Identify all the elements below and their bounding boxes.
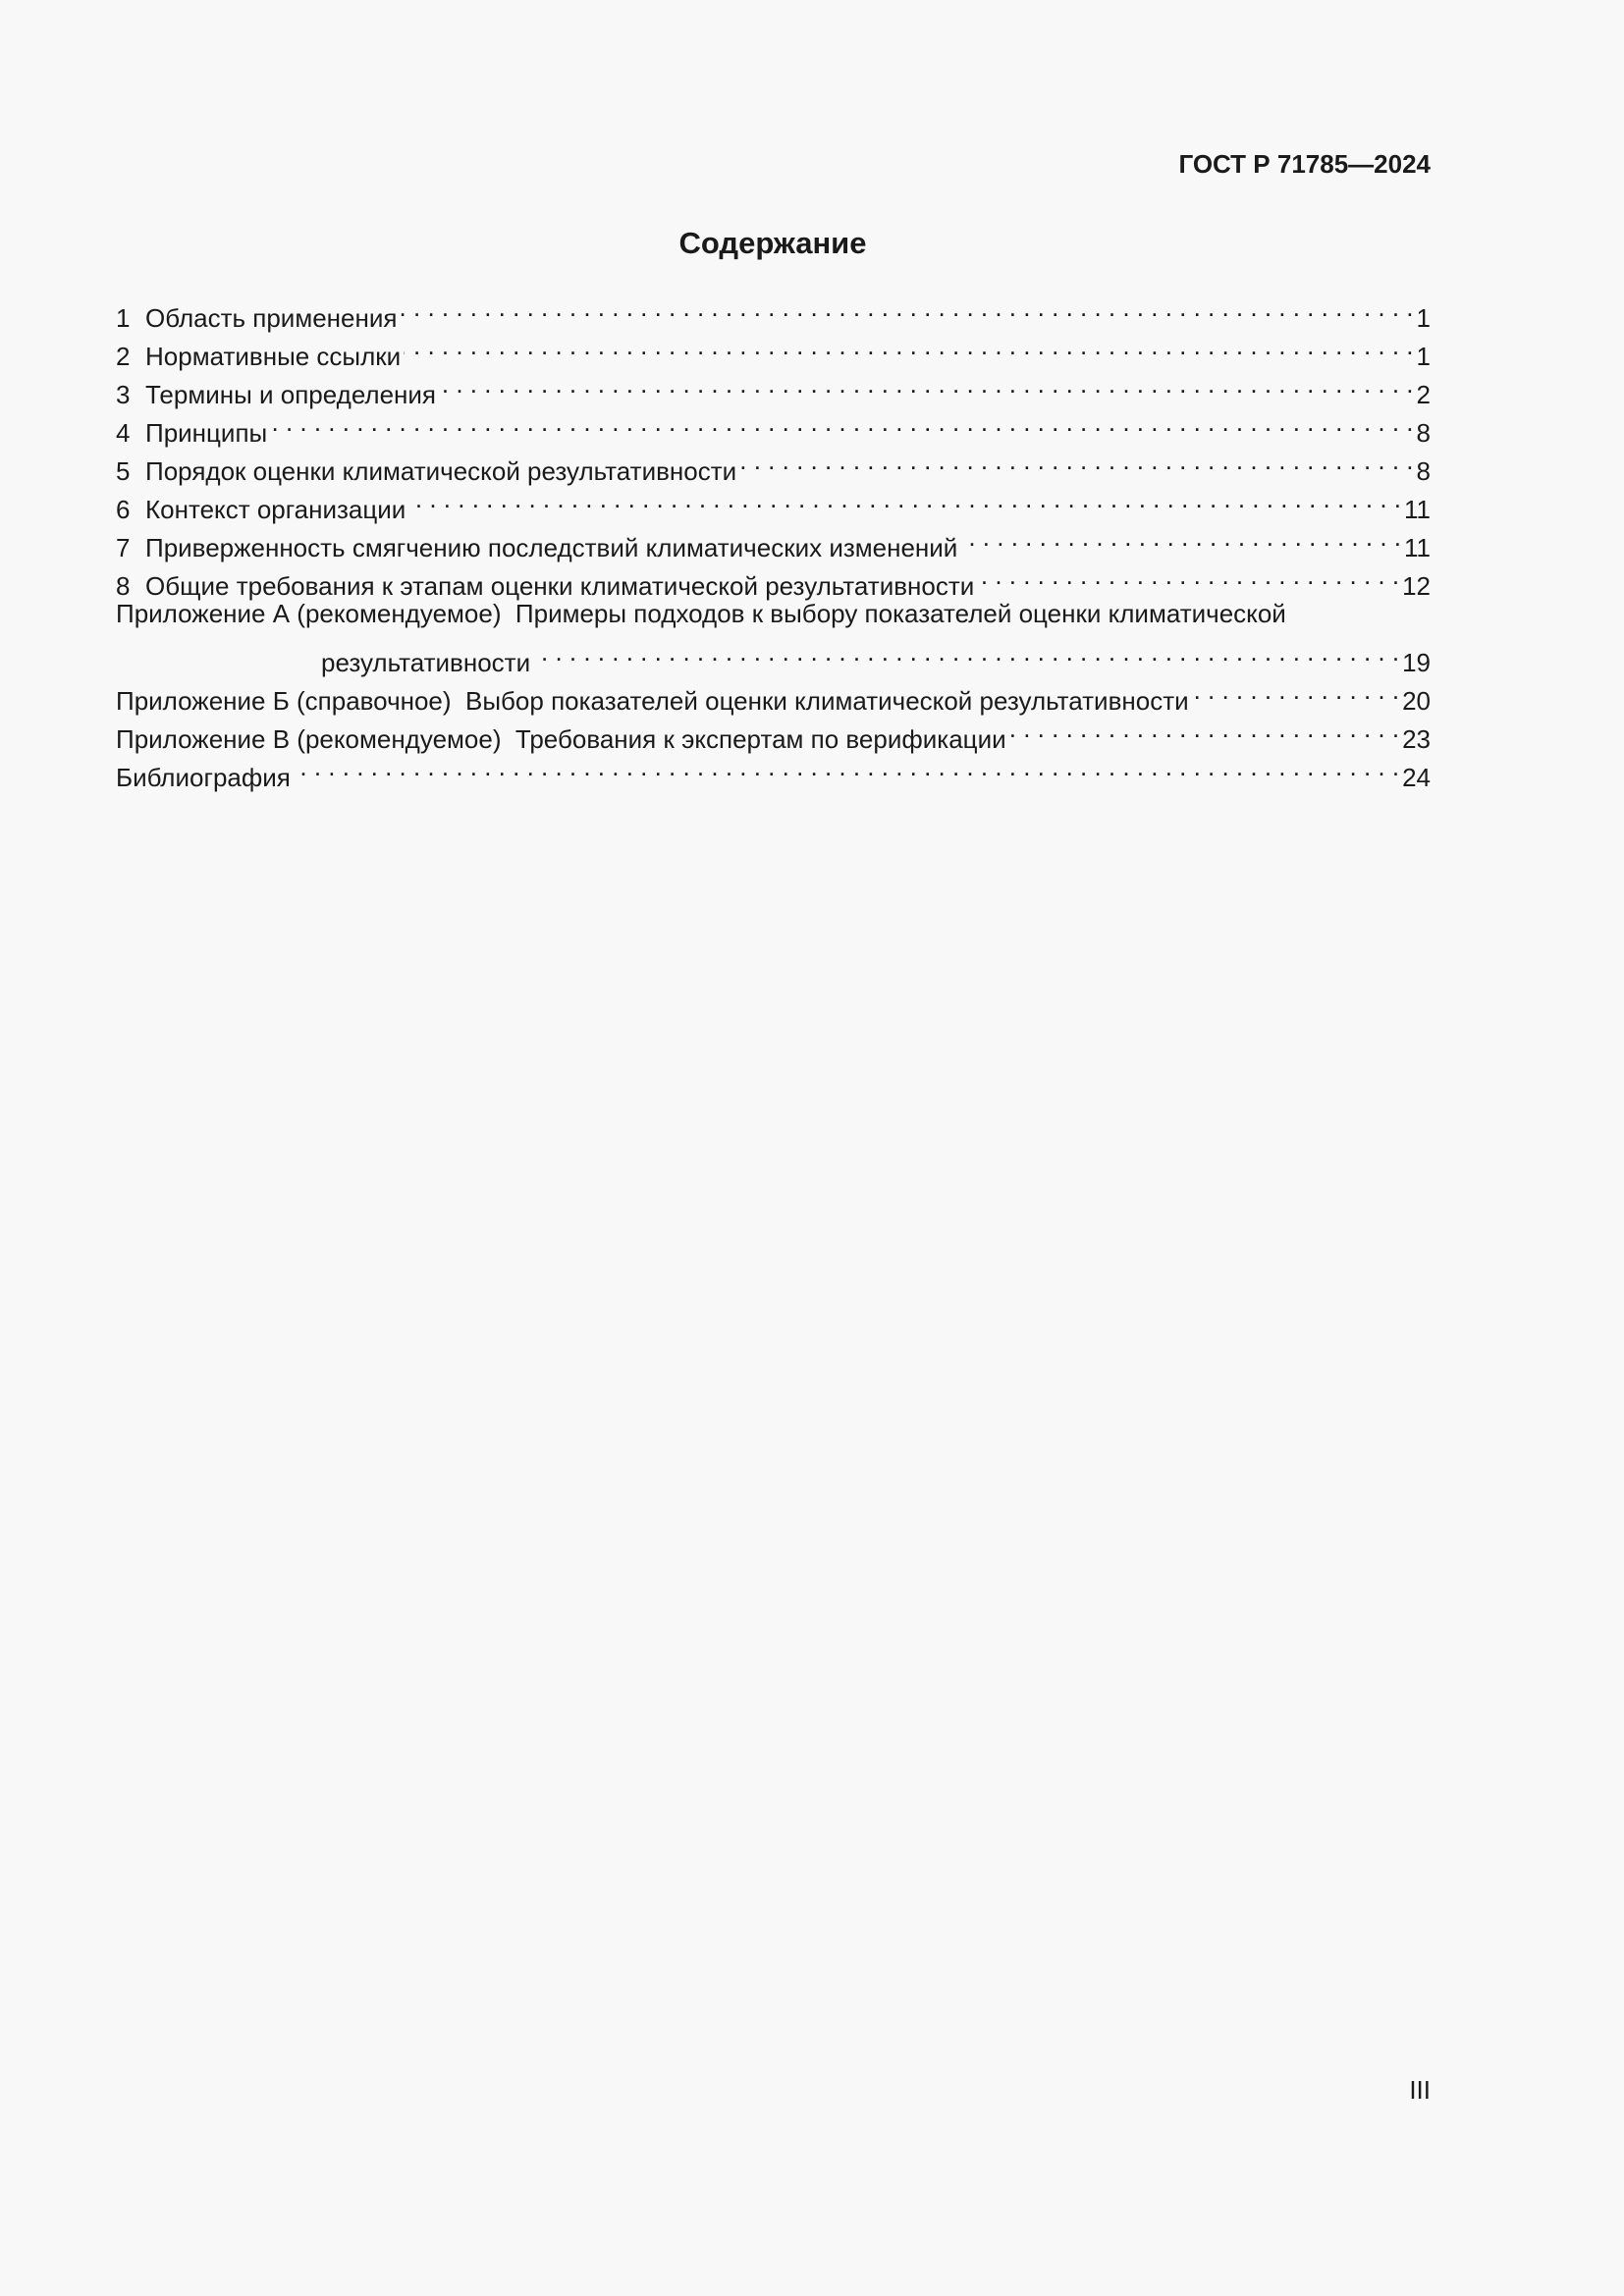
toc-appendix-b[interactable] — [116, 671, 1431, 716]
document-id: ГОСТ Р 71785—2024 — [1178, 149, 1431, 179]
toc-item-page: 11 — [1404, 495, 1431, 524]
toc-appendix-v-label: Приложение В (рекомендуемое) Требования к экспертам по верификации — [116, 724, 1006, 754]
toc-leader-dots — [294, 748, 1399, 786]
toc-item-page: 8 — [1416, 456, 1431, 486]
table-of-contents — [116, 289, 1431, 792]
toc-leader-dots — [1009, 710, 1399, 748]
toc-item-page: 1 — [1416, 303, 1431, 333]
toc-leader-dots — [960, 518, 1401, 557]
toc-appendix-b-label: Приложение Б (справочное) Выбор показателей оценки климатической результативности — [116, 686, 1189, 716]
toc-leader-dots — [1192, 671, 1399, 710]
toc-item-4[interactable] — [116, 403, 1431, 448]
toc-item-page: 12 — [1402, 571, 1431, 601]
toc-appendix-a-line2[interactable] — [116, 633, 1431, 677]
toc-item-number: 3 — [116, 380, 131, 409]
toc-item-label: Термины и определения — [145, 380, 437, 409]
toc-item-label: Нормативные ссылки — [145, 342, 402, 371]
toc-item-label: Общие требования к этапам оценки климатической результативности — [145, 571, 975, 601]
page-number: III — [1409, 2075, 1431, 2105]
toc-item-label: Порядок оценки климатической результативности — [145, 456, 737, 486]
toc-item-5[interactable] — [116, 442, 1431, 486]
toc-item-page: 11 — [1404, 533, 1431, 562]
toc-item-label: Область применения — [145, 303, 398, 333]
toc-item-number: 2 — [116, 342, 131, 371]
toc-item-number: 8 — [116, 571, 131, 601]
toc-leader-dots — [739, 442, 1413, 480]
toc-item-number: 4 — [116, 418, 131, 448]
toc-bibliography-label: Библиография — [116, 763, 291, 792]
toc-item-number: 6 — [116, 495, 131, 524]
toc-appendix-a-label-continued: результативности — [321, 648, 531, 677]
toc-leader-dots — [400, 289, 1413, 327]
toc-appendix-a-label: Приложение А (рекомендуемое) Примеры подходов к выбору показателей оценки климатической — [116, 599, 1286, 628]
toc-item-1[interactable] — [116, 289, 1431, 333]
toc-item-number: 5 — [116, 456, 131, 486]
toc-item-number: 1 — [116, 303, 131, 333]
toc-item-page: 20 — [1402, 686, 1431, 716]
toc-item-page: 2 — [1416, 380, 1431, 409]
toc-title: Содержание — [678, 226, 867, 260]
toc-item-label: Приверженность смягчению последствий климатических изменений — [145, 533, 958, 562]
toc-leader-dots — [439, 365, 1414, 403]
toc-leader-dots — [533, 633, 1399, 671]
toc-leader-dots — [977, 557, 1399, 595]
toc-leader-dots — [404, 327, 1413, 365]
toc-leader-dots — [270, 403, 1413, 442]
toc-item-page: 23 — [1402, 724, 1431, 754]
toc-item-page: 19 — [1402, 648, 1431, 677]
toc-item-label: Контекст организации — [145, 495, 406, 524]
toc-appendix-a-line1[interactable] — [116, 595, 1431, 633]
toc-item-page: 1 — [1416, 342, 1431, 371]
toc-bibliography[interactable] — [116, 748, 1431, 792]
toc-leader-dots — [408, 480, 1401, 518]
toc-item-page: 8 — [1416, 418, 1431, 448]
toc-item-page: 24 — [1402, 763, 1431, 792]
toc-item-label: Принципы — [145, 418, 268, 448]
toc-item-number: 7 — [116, 533, 131, 562]
